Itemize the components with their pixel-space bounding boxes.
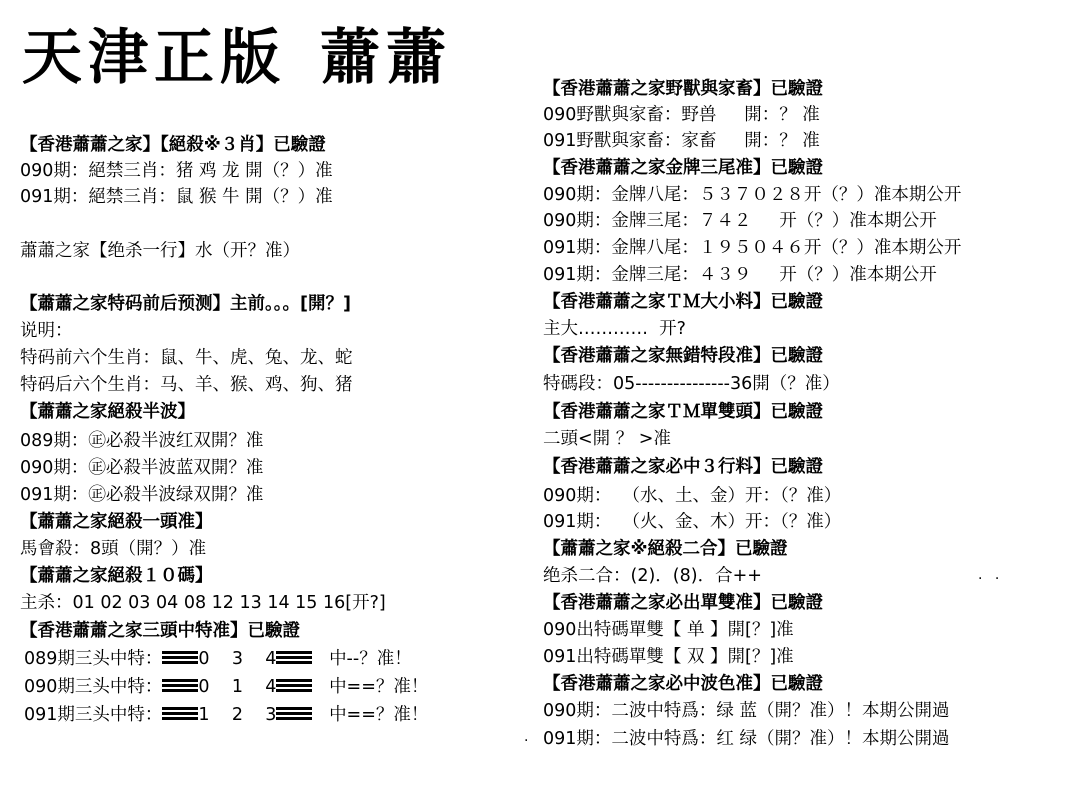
stray-dot: · xyxy=(524,733,529,749)
three-head-row xyxy=(24,648,412,670)
redacted-block xyxy=(276,707,312,721)
right-text-line: 091野獸與家畜：家畜 開：？ 准 xyxy=(543,131,820,151)
left-text-line: 091期：絕禁三肖：鼠 猴 牛 開（？）准 xyxy=(20,187,333,207)
left-text-line: 091期：㊣必殺半波绿双開？准 xyxy=(20,485,264,505)
digit-b: 3 xyxy=(231,649,243,669)
right-section-header: 【香港蕭蕭之家必出單雙准】已驗證 xyxy=(543,593,823,613)
right-text-line: 090期：金牌八尾：５３７０２８开（？）准本期公开 xyxy=(543,185,962,205)
left-text-line: 特码后六个生肖：马、羊、猴、鸡、狗、猪 xyxy=(20,375,353,395)
right-section-header: 【香港蕭蕭之家ＴＭ單雙頭】已驗證 xyxy=(543,402,823,422)
right-text-line: 090期： （水、土、金）开：（？准） xyxy=(543,486,842,506)
left-text-line: 馬會殺：8頭（開？）准 xyxy=(20,539,207,559)
result-text: 中--？准！ xyxy=(329,649,412,669)
right-text-line: 090野獸與家畜：野兽 開：？ 准 xyxy=(543,105,820,125)
left-section-header: 【蕭蕭之家絕殺半波】 xyxy=(20,402,195,422)
right-section-header: 【香港蕭蕭之家野獸與家畜】已驗證 xyxy=(543,79,823,99)
right-text-line: 主大………… 开? xyxy=(543,319,686,339)
right-section-header: 【香港蕭蕭之家無錯特段准】已驗證 xyxy=(543,346,823,366)
left-text-line: 主杀：01 02 03 04 08 12 13 14 15 16[开?] xyxy=(20,593,386,613)
left-text-line: 说明： xyxy=(20,321,73,341)
right-text-line: 090期：金牌三尾：７４２ 开（？）准本期公开 xyxy=(543,211,937,231)
three-head-label: 090期三头中特： xyxy=(24,677,163,697)
digit-a: 1 xyxy=(198,705,210,725)
digit-c: 4 xyxy=(265,649,277,669)
digit-c: 3 xyxy=(265,705,277,725)
digit-c: 4 xyxy=(265,677,277,697)
right-section-header: 【香港蕭蕭之家必中波色准】已驗證 xyxy=(543,674,823,694)
result-text: 中==？准！ xyxy=(329,705,429,725)
result-text: 中==？准！ xyxy=(329,677,429,697)
left-text-line: 特码前六个生肖：鼠、牛、虎、兔、龙、蛇 xyxy=(20,348,353,368)
left-text-line: 090期：㊣必殺半波蓝双開？准 xyxy=(20,458,264,478)
redacted-block xyxy=(162,651,198,665)
digit-a: 0 xyxy=(198,677,210,697)
three-head-row xyxy=(24,676,428,698)
three-head-label: 089期三头中特： xyxy=(24,649,163,669)
right-text-line: 091期：金牌三尾：４３９ 开（？）准本期公开 xyxy=(543,265,937,285)
redacted-block xyxy=(162,707,198,721)
three-head-row xyxy=(24,704,428,726)
redacted-block xyxy=(276,679,312,693)
three-head-label: 091期三头中特： xyxy=(24,705,163,725)
left-text-line: 089期：㊣必殺半波红双開？准 xyxy=(20,431,264,451)
title-main: 天津正版 xyxy=(22,23,286,93)
right-text-line: 090期：二波中特爲：绿 蓝（開？准）！本期公開過 xyxy=(543,701,950,721)
digit-b: 2 xyxy=(231,705,243,725)
right-text-line: 091出特碼單雙【 双 】開[？]准 xyxy=(543,647,794,667)
right-text-line: 绝杀二合：(2)．(8)．合++ xyxy=(543,566,762,586)
right-text-line: 090出特碼單雙【 单 】開[？]准 xyxy=(543,620,794,640)
left-section-header: 【香港蕭蕭之家】【絕殺※３肖】已驗證 xyxy=(20,135,326,155)
left-text-line: 蕭蕭之家【绝杀一行】水（开？准） xyxy=(20,241,300,261)
right-section-header: 【香港蕭蕭之家ＴＭ大小料】已驗證 xyxy=(543,292,823,312)
redacted-block xyxy=(276,651,312,665)
redacted-block xyxy=(162,679,198,693)
right-section-header: 【香港蕭蕭之家必中３行料】已驗證 xyxy=(543,457,823,477)
left-section-header: 【香港蕭蕭之家三頭中特准】已驗證 xyxy=(20,621,300,641)
left-section-header: 【蕭蕭之家特码前后预测】主前。。。[開？] xyxy=(20,294,351,314)
right-text-line: 091期：金牌八尾：１９５０４６开（？）准本期公开 xyxy=(543,238,962,258)
left-section-header: 【蕭蕭之家絕殺１０碼】 xyxy=(20,566,213,586)
left-section-header: 【蕭蕭之家絕殺一頭准】 xyxy=(20,512,213,532)
right-text-line: 091期： （火、金、木）开：（？准） xyxy=(543,512,842,532)
title-name: 蕭蕭 xyxy=(320,23,452,93)
digit-b: 1 xyxy=(231,677,243,697)
right-section-header: 【香港蕭蕭之家金牌三尾准】已驗證 xyxy=(543,158,823,178)
left-text-line: 090期：絕禁三肖：猪 鸡 龙 開（？）准 xyxy=(20,161,333,181)
stray-dots: · · xyxy=(978,571,1004,587)
digit-a: 0 xyxy=(198,649,210,669)
right-text-line: 091期：二波中特爲：红 绿（開？准）！本期公開過 xyxy=(543,729,950,749)
right-section-header: 【蕭蕭之家※絕殺二合】已驗證 xyxy=(543,539,788,559)
right-text-line: 特碼段：05---------------36開（？准） xyxy=(543,374,840,394)
right-text-line: 二頭<開 ？ >准 xyxy=(543,429,671,449)
page-title xyxy=(22,23,452,93)
